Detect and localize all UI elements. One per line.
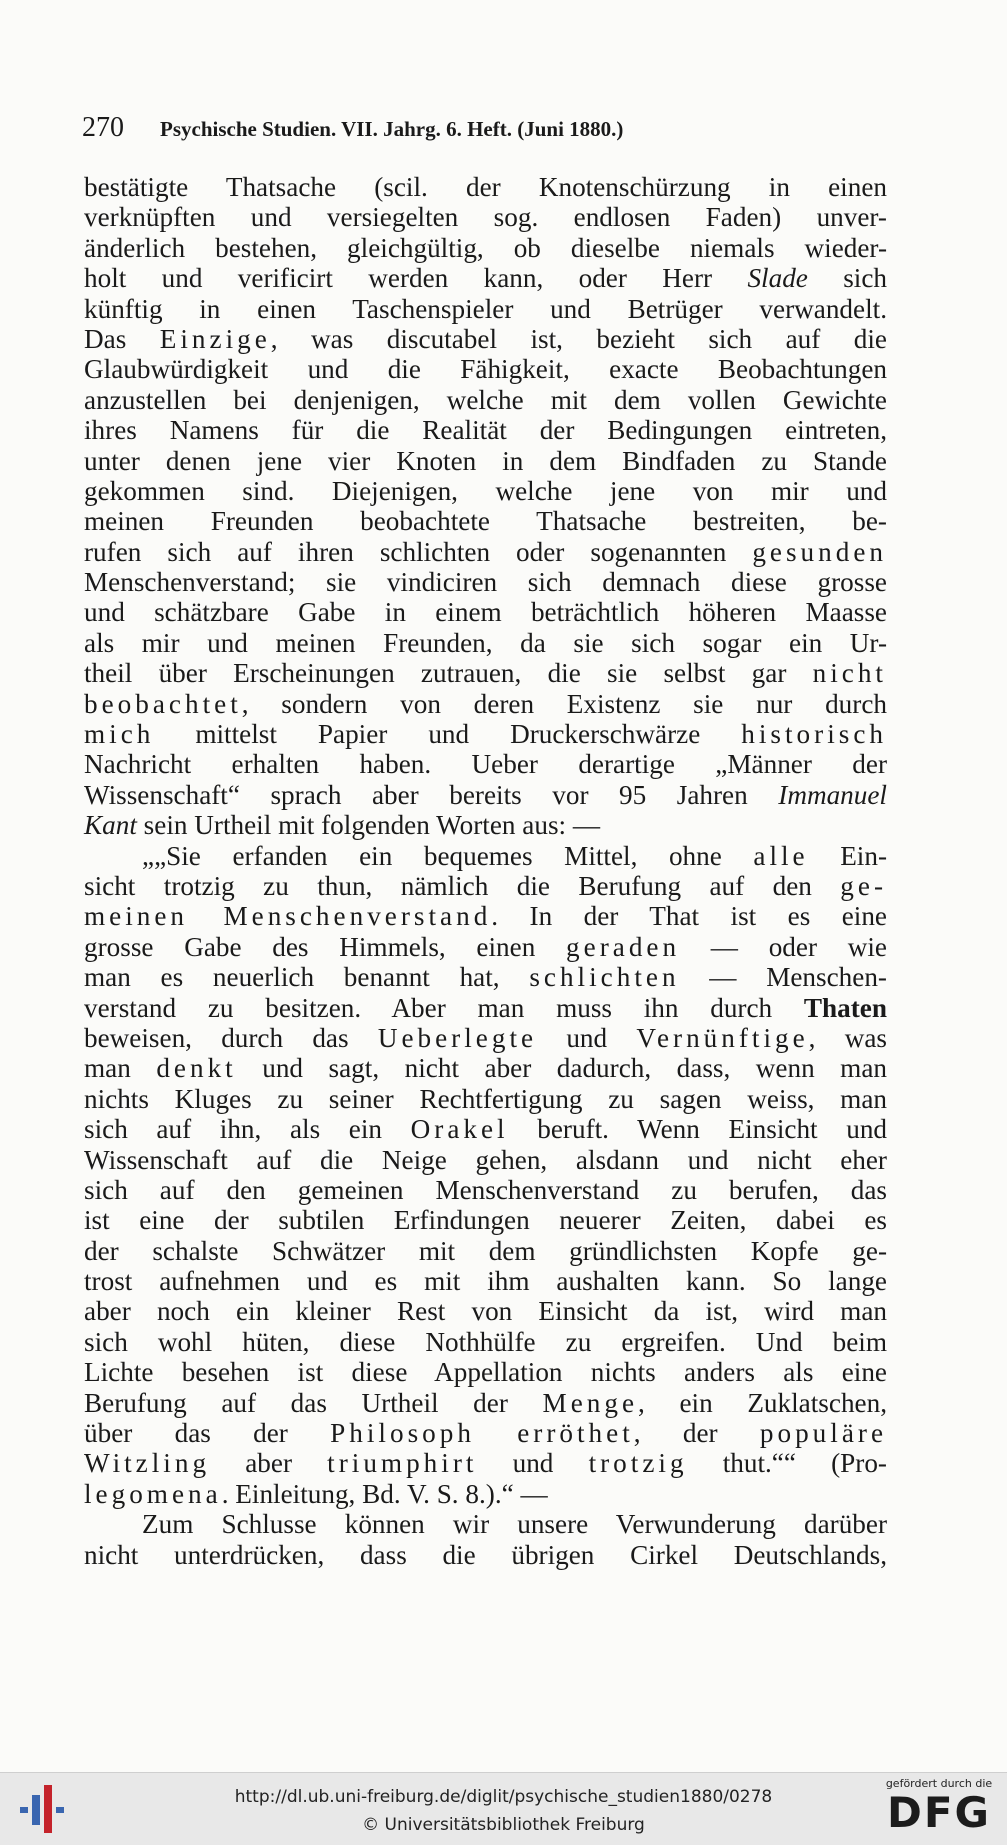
text-line xyxy=(84,354,887,384)
text-line xyxy=(84,1023,887,1053)
text-run: unter denen jene vier Knoten in dem Bindfaden zu Stande xyxy=(84,445,887,476)
text-run: ihres Namens für die Realität der Bedingungen eintreten, xyxy=(84,415,887,446)
text-line xyxy=(84,537,887,567)
text-line xyxy=(84,749,887,779)
text-line xyxy=(84,233,887,263)
text-line xyxy=(84,1357,887,1387)
dfg-logo xyxy=(883,1777,995,1841)
text-line xyxy=(84,1509,887,1539)
text-run: — oder wie xyxy=(680,931,887,962)
text-line xyxy=(84,506,887,536)
text-run: als mir und meinen Freunden, da sie sich sogar ein Ur- xyxy=(84,627,887,658)
text-line xyxy=(84,415,887,445)
text-line xyxy=(84,446,887,476)
text-run: Kant xyxy=(84,810,137,841)
text-run: rufen sich auf ihren schlichten oder sogenannten xyxy=(84,536,753,567)
text-run: bestätigte Thatsache (scil. der Knotenschürzung in einen xyxy=(84,172,887,202)
text-line xyxy=(84,1296,887,1326)
text-run: Witzling xyxy=(84,1448,211,1479)
running-title: Psychische Studien. VII. Jahrg. 6. Heft. (Juni 1880.) xyxy=(160,117,624,141)
text-run: Menge xyxy=(542,1387,639,1418)
body-text xyxy=(84,172,887,1570)
text-line xyxy=(84,719,887,749)
text-run: verstand zu besitzen. Aber man muss ihn durch xyxy=(84,992,804,1023)
text-run: Lichte besehen ist diese Appellation nichts anders als eine xyxy=(84,1357,887,1388)
text-line xyxy=(84,1418,887,1448)
text-run: und xyxy=(477,1448,589,1479)
text-line xyxy=(84,1205,887,1235)
text-run: meinen Menschenverstand xyxy=(84,901,492,932)
text-line xyxy=(84,780,887,810)
text-line xyxy=(84,1266,887,1296)
text-run: , ein Zuklatschen, xyxy=(638,1387,887,1418)
text-run: sich wohl hüten, diese Nothhülfe zu ergreifen. Und beim xyxy=(84,1326,887,1357)
text-line xyxy=(84,871,887,901)
text-run: nicht xyxy=(812,658,887,689)
text-run: ge- xyxy=(840,870,887,901)
text-line xyxy=(84,202,887,232)
dfg-logo-text: DFG xyxy=(886,1788,992,1837)
text-run: gesunden xyxy=(752,536,887,567)
text-run: Immanuel xyxy=(778,779,887,810)
text-run: Menschenverstand; sie vindiciren sich demnach diese grosse xyxy=(84,567,887,598)
text-run xyxy=(475,1418,517,1448)
text-run: , der xyxy=(633,1418,760,1449)
text-run: Zum Schlusse können wir unsere Verwunderung darüber xyxy=(142,1509,887,1540)
page-url-link[interactable]: http://dl.ub.uni-freiburg.de/diglit/psychische_studien1880/0278 xyxy=(234,1787,773,1807)
text-run: beruft. Wenn Einsicht und xyxy=(508,1114,888,1145)
text-run: der schalste Schwätzer mit dem gründlichsten Kopfe ge- xyxy=(84,1235,887,1266)
text-run: . In der That ist es eine xyxy=(491,901,887,932)
text-line xyxy=(84,932,887,962)
text-run: über das der xyxy=(84,1418,331,1449)
text-run: aber noch ein kleiner Rest von Einsicht da ist, wird man xyxy=(84,1296,887,1327)
text-line xyxy=(84,172,887,202)
text-run: anzustellen bei denjenigen, welche mit dem vollen Gewichte xyxy=(84,384,887,415)
text-line xyxy=(84,1084,887,1114)
text-run: historisch xyxy=(741,719,887,750)
text-run: aber xyxy=(210,1448,328,1479)
text-run: sein Urtheil mit folgenden Worten aus: — xyxy=(136,810,601,841)
text-run: nichts Kluges zu seiner Rechtfertigung zu sagen weiss, man xyxy=(84,1083,887,1114)
text-run: grosse Gabe des Himmels, einen xyxy=(84,931,567,962)
text-run: Ueberlegte xyxy=(377,1022,538,1053)
text-run: Das xyxy=(84,323,160,354)
text-run: schlichten xyxy=(529,962,680,993)
text-run: man xyxy=(84,1053,157,1084)
text-run: ist eine der subtilen Erfindungen neuerer Zeiten, dabei es xyxy=(84,1205,887,1236)
text-run: theil über Erscheinungen zutrauen, die sie selbst gar xyxy=(84,658,813,689)
text-run: denkt xyxy=(156,1053,237,1084)
text-run: alle xyxy=(753,840,809,871)
text-run: legomena xyxy=(84,1478,222,1509)
text-run: Slade xyxy=(747,263,808,294)
text-line xyxy=(84,567,887,597)
text-line xyxy=(84,962,887,992)
text-run: mittelst Papier und Druckerschwärze xyxy=(154,719,742,750)
text-run: gekommen sind. Diejenigen, welche jene von mir und xyxy=(84,475,887,506)
text-run: Philosoph xyxy=(330,1418,475,1449)
text-run: änderlich bestehen, gleichgültig, ob dieselbe niemals wieder- xyxy=(84,232,887,263)
text-run: — Menschen- xyxy=(679,962,887,993)
text-run: Vernünftige xyxy=(636,1022,809,1053)
text-run: künftig in einen Taschenspieler und Betrüger verwandelt. xyxy=(84,293,887,324)
text-line xyxy=(84,689,887,719)
text-run: , was discutabel ist, bezieht sich auf die xyxy=(270,323,887,354)
text-run: Nachricht erhalten haben. Ueber derartige „Männer der xyxy=(84,749,887,780)
text-line xyxy=(84,1053,887,1083)
text-run: beweisen, durch das xyxy=(84,1022,378,1053)
text-run: Glaubwürdigkeit und die Fähigkeit, exacte Beobachtungen xyxy=(84,354,887,385)
text-line xyxy=(84,1236,887,1266)
text-line xyxy=(84,294,887,324)
text-line xyxy=(84,1388,887,1418)
text-line xyxy=(84,628,887,658)
text-run: thut.““ (Pro- xyxy=(687,1448,887,1479)
text-run: sicht trotzig zu thun, nämlich die Berufung auf den xyxy=(84,870,841,901)
text-run: verknüpften und versiegelten sog. endlosen Faden) unver- xyxy=(84,202,887,233)
text-run: sich auf ihn, als ein xyxy=(84,1114,411,1145)
text-run: Ein- xyxy=(808,840,887,871)
text-line xyxy=(84,597,887,627)
text-line xyxy=(84,1448,887,1478)
text-line xyxy=(84,385,887,415)
text-line xyxy=(84,324,887,354)
text-line xyxy=(84,263,887,293)
text-run: . Einleitung, Bd. V. S. 8.).“ — xyxy=(221,1478,548,1509)
text-line xyxy=(84,993,887,1023)
text-line xyxy=(84,1327,887,1357)
text-line xyxy=(84,658,887,688)
page-header xyxy=(82,112,887,152)
text-run: sich xyxy=(807,263,888,294)
text-line xyxy=(84,1145,887,1175)
text-run: geraden xyxy=(566,931,681,962)
text-run: Orakel xyxy=(410,1114,509,1145)
viewer-footer xyxy=(0,1772,1007,1845)
text-line xyxy=(84,1540,887,1570)
text-run: holt und verificirt werden kann, oder Herr xyxy=(84,263,748,294)
text-run: triumphirt xyxy=(327,1448,478,1479)
text-line xyxy=(84,476,887,506)
copyright-text: © Universitätsbibliothek Freiburg xyxy=(362,1815,645,1835)
text-line xyxy=(84,901,887,931)
text-run: beobachtet xyxy=(84,688,242,719)
text-run: meinen Freunden beobachtete Thatsache bestreiten, be- xyxy=(84,506,887,537)
text-run: Wissenschaft auf die Neige gehen, alsdann und nicht eher xyxy=(84,1144,887,1175)
funding-note: gefördert durch die xyxy=(885,1777,993,1790)
text-run: erröthet xyxy=(517,1418,634,1449)
text-run: trotzig xyxy=(588,1448,688,1479)
text-run: man es neuerlich benannt hat, xyxy=(84,962,530,993)
text-run: mich xyxy=(84,719,155,750)
text-run: , sondern von deren Existenz sie nur durch xyxy=(241,688,887,719)
text-run: und schätzbare Gabe in einem beträchtlich höheren Maasse xyxy=(84,597,887,628)
text-run: und xyxy=(537,1022,637,1053)
text-run: Einzige xyxy=(159,323,271,354)
text-run: Berufung auf das Urtheil der xyxy=(84,1387,543,1418)
text-run: nicht unterdrücken, dass die übrigen Cirkel Deutschlands, xyxy=(84,1539,887,1570)
text-run: „„Sie erfanden ein bequemes Mittel, ohne xyxy=(142,840,754,871)
text-line xyxy=(84,1114,887,1144)
text-run: und sagt, nicht aber dadurch, dass, wenn man xyxy=(236,1053,887,1084)
text-line xyxy=(84,810,887,840)
page-number: 270 xyxy=(82,112,124,143)
text-run: trost aufnehmen und es mit ihm aushalten kann. So lange xyxy=(84,1266,887,1297)
text-run: sich auf den gemeinen Menschenverstand zu berufen, das xyxy=(84,1174,887,1205)
text-line xyxy=(84,841,887,871)
text-run: , was xyxy=(808,1022,887,1053)
text-run: populäre xyxy=(759,1418,888,1449)
text-line xyxy=(84,1479,887,1509)
text-run: Thaten xyxy=(803,992,887,1023)
text-line xyxy=(84,1175,887,1205)
text-run: Wissenschaft“ sprach aber bereits vor 95 Jahren xyxy=(84,779,779,810)
